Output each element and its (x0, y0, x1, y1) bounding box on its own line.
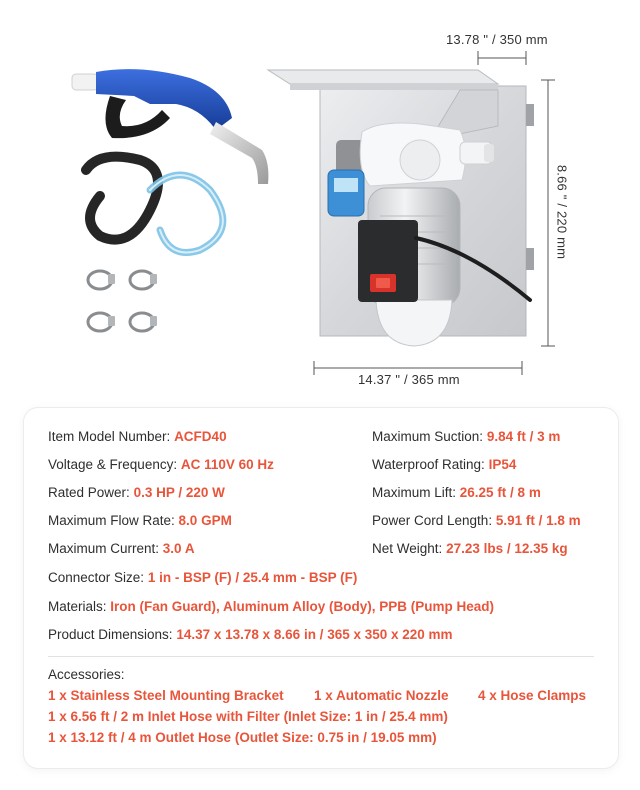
spec-label: Item Model Number: (48, 429, 171, 444)
accessory-item: 1 x 6.56 ft / 2 m Inlet Hose with Filter (Inlet Size: 1 in / 25.4 mm) (48, 709, 448, 724)
accessory-item: 1 x Stainless Steel Mounting Bracket (48, 688, 284, 703)
spec-value: IP54 (488, 457, 517, 472)
spec-row-waterproof (372, 456, 516, 474)
accessory-item: 1 x Automatic Nozzle (314, 688, 449, 703)
spec-value: 9.84 ft / 3 m (486, 429, 561, 444)
accessory-item: 1 x 13.12 ft / 4 m Outlet Hose (Outlet Size: 0.75 in / 19.05 mm) (48, 730, 437, 745)
spec-label: Maximum Lift: (372, 485, 457, 500)
length-dimension-label: 14.37 " / 365 mm (358, 372, 460, 387)
hose-clamps (88, 271, 154, 331)
spec-value: 5.91 ft / 1.8 m (495, 513, 581, 528)
outlet-hose (86, 157, 158, 240)
spec-row-max-suction (372, 428, 560, 446)
spec-value: ACFD40 (174, 429, 227, 444)
spec-label: Rated Power: (48, 485, 130, 500)
spec-value: 27.23 lbs / 12.35 kg (446, 541, 568, 556)
spec-row-model (48, 428, 227, 446)
height-dimension-label: 8.66 " / 220 mm (554, 164, 570, 260)
automatic-nozzle (72, 69, 268, 184)
spec-row-dimensions (48, 626, 453, 644)
spec-value: 1 in - BSP (F) / 25.4 mm - BSP (F) (147, 570, 358, 585)
spec-label: Maximum Flow Rate: (48, 513, 175, 528)
spec-row-voltage (48, 456, 274, 474)
width-dimension-line (478, 51, 526, 65)
spec-card (24, 408, 618, 768)
spec-value: 3.0 A (162, 541, 195, 556)
spec-value: 8.0 GPM (178, 513, 232, 528)
spec-row-rated-power (48, 484, 225, 502)
spec-row-max-lift (372, 484, 541, 502)
spec-label: Power Cord Length: (372, 513, 493, 528)
height-dimension-line (541, 80, 555, 346)
spec-label: Materials: (48, 599, 107, 614)
spec-row-flow-rate (48, 512, 232, 530)
spec-value: AC 110V 60 Hz (180, 457, 274, 472)
accessories-title: Accessories: (48, 667, 125, 682)
spec-row-net-weight (372, 540, 568, 558)
spec-label: Voltage & Frequency: (48, 457, 178, 472)
spec-value: 14.37 x 13.78 x 8.66 in / 365 x 350 x 220 mm (176, 627, 453, 642)
width-dimension-label: 13.78 " / 350 mm (446, 32, 548, 47)
spec-label: Waterproof Rating: (372, 457, 485, 472)
spec-row-connector (48, 569, 357, 587)
spec-row-max-current (48, 540, 195, 558)
spec-value: Iron (Fan Guard), Aluminum Alloy (Body), PPB (Pump Head) (110, 599, 495, 614)
divider (48, 656, 594, 657)
spec-row-cord-length (372, 512, 581, 530)
spec-label: Net Weight: (372, 541, 443, 556)
spec-label: Product Dimensions: (48, 627, 173, 642)
spec-label: Maximum Suction: (372, 429, 484, 444)
spec-label: Maximum Current: (48, 541, 160, 556)
spec-value: 26.25 ft / 8 m (459, 485, 541, 500)
spec-row-materials (48, 598, 494, 616)
spec-value: 0.3 HP / 220 W (133, 485, 225, 500)
spec-label: Connector Size: (48, 570, 145, 585)
accessory-item: 4 x Hose Clamps (478, 688, 587, 703)
